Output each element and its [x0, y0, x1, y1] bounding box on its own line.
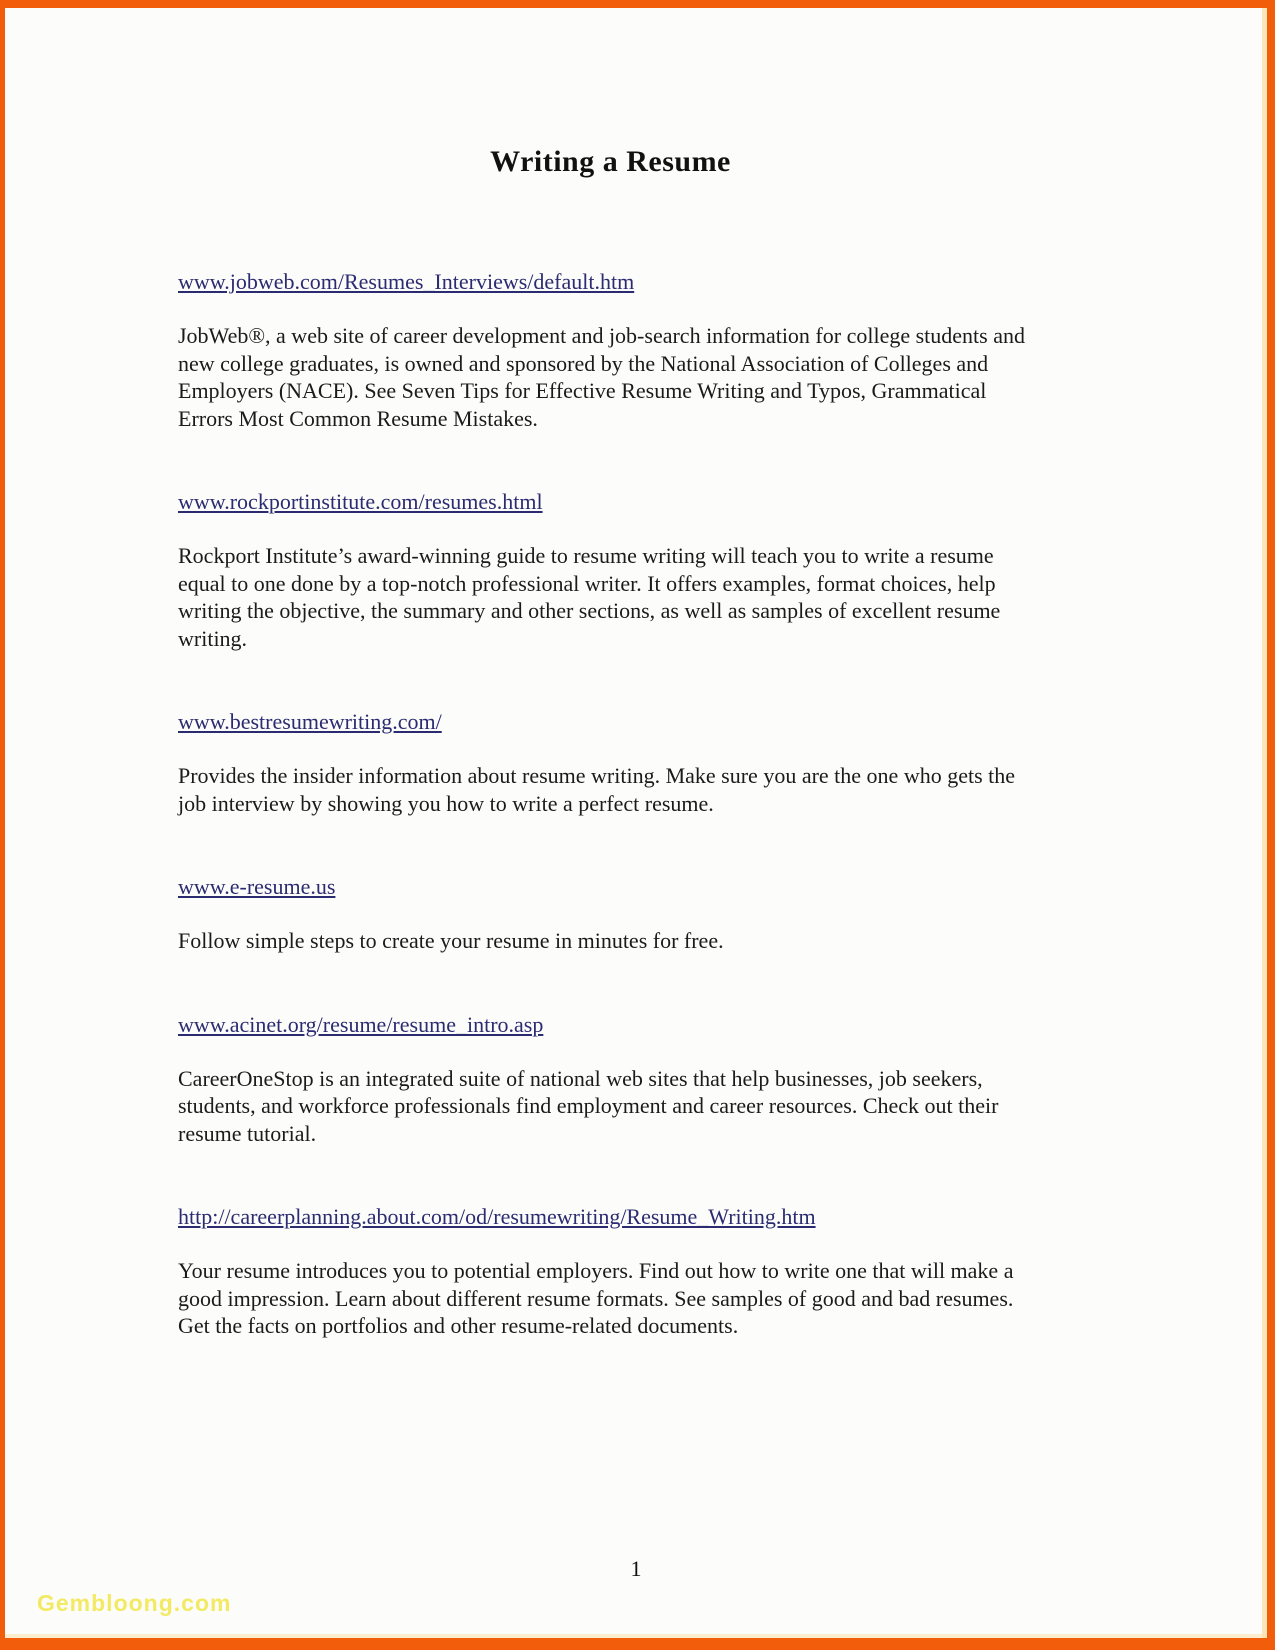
resource-description: Your resume introduces you to potential employers. Find out how to write one that will make a good impression. Learn about different resume formats. See samples of good and bad resumes. Get the facts on portfolios and other resume-related documents.: [178, 1258, 1014, 1338]
watermark: Gembloong.com: [37, 1590, 232, 1616]
resource-description: Follow simple steps to create your resume in minutes for free.: [178, 928, 724, 953]
resource-section: [178, 1203, 1043, 1340]
resource-link[interactable]: www.bestresumewriting.com/: [178, 709, 442, 734]
document-content: [5, 8, 1043, 1340]
resource-description: Provides the insider information about resume writing. Make sure you are the one who gets the job interview by showing you how to write a perfect resume.: [178, 763, 1016, 816]
resource-list: [178, 268, 1043, 1340]
resource-description: CareerOneStop is an integrated suite of national web sites that help businesses, job seekers, students, and workforce professionals find employment and career resources. Check out their resume tutorial.: [178, 1065, 999, 1146]
resource-link[interactable]: www.rockportinstitute.com/resumes.html: [178, 489, 543, 514]
resource-description: Rockport Institute’s award-winning guide to resume writing will teach you to write a resume equal to one done by a top-notch professional writer. It offers examples, format choices, help writing the objective, the summary and other sections, as well as samples of excellent resume writing.: [178, 543, 1001, 651]
resource-link[interactable]: www.jobweb.com/Resumes_Interviews/default.htm: [178, 269, 635, 294]
resource-link[interactable]: www.acinet.org/resume/resume_intro.asp: [178, 1011, 544, 1037]
resource-section: [178, 268, 1043, 432]
resource-section: [178, 873, 1043, 955]
page-title: Writing a Resume: [490, 145, 731, 178]
page-number: 1: [630, 1556, 642, 1581]
resource-section: [178, 488, 1043, 652]
resource-link[interactable]: http://careerplanning.about.com/od/resumewriting/Resume_Writing.htm: [178, 1204, 816, 1229]
resource-link[interactable]: www.e-resume.us: [178, 874, 336, 899]
resource-section: [178, 708, 1043, 817]
resource-description: JobWeb®, a web site of career development and job-search information for college students and new college graduates, is owned and sponsored by the National Association of Colleges and Employers (NACE). See Seven Tips for Effective Resume Writing and Typos, Grammatical Errors Most Common Resume Mistakes.: [178, 323, 1025, 431]
resource-section: [178, 1011, 1043, 1148]
